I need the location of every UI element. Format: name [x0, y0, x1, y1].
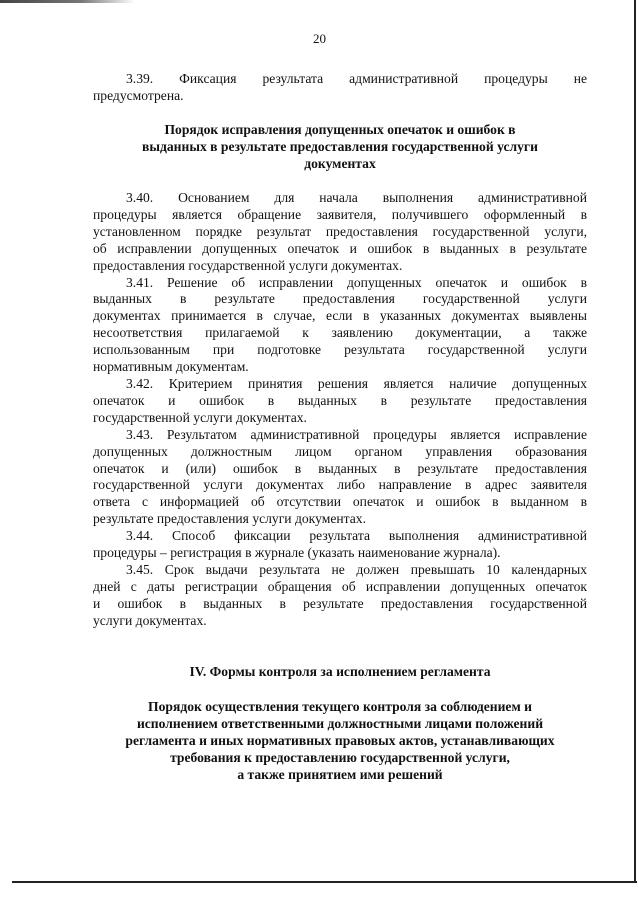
paragraph-line: 3.40. Основанием для начала выполнения административной — [126, 190, 587, 205]
section-title: IV. Формы контроля за исполнением регламента — [189, 664, 491, 679]
paragraph-line: 3.45. Срок выдачи результата не должен превышать 10 календарных — [126, 561, 587, 577]
paragraph-3-43 — [93, 427, 587, 528]
paragraph-line: результате предоставления услуги документах. — [93, 511, 366, 527]
paragraph-line: предоставления государственной услуги документах. — [93, 257, 403, 273]
paragraph-3-45 — [93, 562, 587, 630]
paragraph-3-44 — [93, 528, 587, 562]
scan-border-bottom — [12, 881, 637, 883]
heading-line: документах — [304, 155, 376, 171]
paragraph-line: об исправлении допущенных опечаток и ошибок в выданных в результате — [93, 240, 587, 256]
heading-line: требования к предоставлению государственной услуги, — [170, 749, 510, 765]
paragraph-line: предусмотрена. — [93, 87, 184, 103]
paragraph-line: 3.41. Решение об исправлении допущенных опечаток и ошибок в — [126, 274, 587, 290]
paragraph-line: процедуры является обращение заявителя, получившего оформленный в — [93, 206, 587, 222]
paragraph-line: использованным при подготовке результата государственной услуги — [93, 342, 587, 358]
paragraph-line: ответа с информацией об отсутствии опечаток и ошибок в выданном в — [93, 494, 587, 510]
paragraph-line: опечаток и (или) ошибок в выданных в результате предоставления — [93, 460, 587, 476]
paragraph-line: документах принимается в случае, если в указанных документах выявлены — [93, 308, 587, 324]
paragraph-line: выданных в результате предоставления государственной услуги — [93, 291, 587, 307]
scan-border-right — [634, 0, 636, 882]
heading-line: исполнением ответственными должностными лицами положений — [136, 715, 544, 731]
paragraph-3-41 — [93, 275, 587, 376]
heading-line: Порядок исправления допущенных опечаток и ошибок в — [164, 122, 516, 137]
paragraph-line: несоответствия прилагаемой к заявлению документации, а также — [93, 325, 587, 341]
paragraph-3-40 — [93, 190, 587, 275]
heading-line: Порядок осуществления текущего контроля за соблюдением и — [148, 699, 532, 714]
page-number: 20 — [313, 31, 326, 46]
paragraph-line: допущенных должностным лицом органом управления образования — [93, 443, 587, 459]
paragraph-line: опечаток и ошибок в выданных в результате предоставления — [93, 392, 587, 408]
paragraph-line: установленном порядке результат предоставления государственной услуги, — [93, 223, 587, 239]
paragraph-line: нормативным документам. — [93, 359, 249, 375]
paragraph-3-39 — [93, 71, 587, 105]
scan-artifact-top — [0, 0, 135, 3]
section-heading-control — [93, 699, 587, 784]
section-heading-corrections — [93, 122, 587, 173]
heading-line: выданных в результате предоставления государственной услуги — [142, 138, 538, 154]
paragraph-line: процедуры – регистрация в журнале (указать наименование журнала). — [93, 545, 501, 561]
paragraph-line: государственной услуги документах. — [93, 409, 307, 425]
paragraph-line: 3.42. Критерием принятия решения является наличие допущенных — [126, 375, 587, 391]
heading-line: а также принятием ими решений — [237, 766, 443, 782]
paragraph-line: 3.43. Результатом административной процедуры является исправление — [126, 426, 587, 442]
paragraphs-block — [93, 190, 587, 630]
paragraph-line: 3.44. Способ фиксации результата выполнения административной — [126, 528, 587, 544]
paragraph-line: государственной услуги документах либо направление в адрес заявителя — [93, 477, 587, 493]
paragraph-line: и ошибок в выданных в результате предоставления государственной — [93, 595, 587, 611]
paragraph-line: дней с даты регистрации обращения об исправлении допущенных опечаток — [93, 578, 587, 594]
section-iv-title — [93, 664, 587, 681]
paragraph-line: 3.39. Фиксация результата административной процедуры не — [126, 71, 587, 86]
paragraph-line: услуги документах. — [93, 612, 207, 628]
paragraph-3-42 — [93, 376, 587, 427]
heading-line: регламента и иных нормативных правовых актов, устанавливающих — [125, 732, 555, 748]
